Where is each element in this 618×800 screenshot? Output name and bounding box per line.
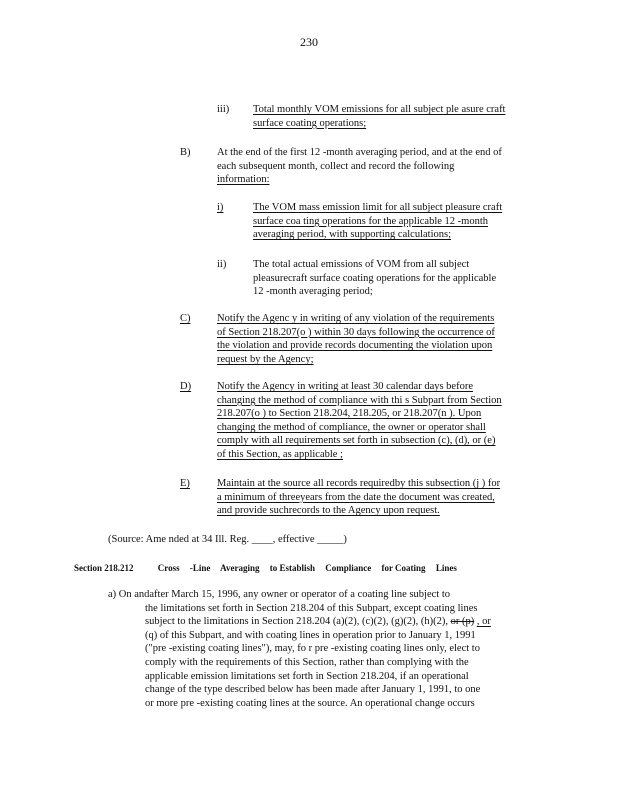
item-b-ii-line: 12 -month averaging period; xyxy=(253,286,373,298)
inserted-text: , or xyxy=(476,616,491,628)
item-c-label-text: C) xyxy=(180,313,191,324)
item-b-i-line: surface coa ting operations for the applicable 12 -month xyxy=(253,215,488,227)
item-b-underlined-tail: information: xyxy=(217,174,270,186)
section-title-part: Compliance xyxy=(325,563,372,573)
item-iii-label: iii) xyxy=(217,104,230,115)
item-c-label xyxy=(180,312,191,326)
item-b-ii-label: ii) xyxy=(217,259,227,270)
section-title-part: Averaging xyxy=(220,563,260,573)
item-d-text xyxy=(217,380,502,462)
para-a-line-with-strike xyxy=(145,615,491,629)
para-a xyxy=(108,588,491,710)
item-b-text xyxy=(217,146,502,187)
item-c-line: of Section 218.207(o ) within 30 days following the occurrence of xyxy=(217,326,495,338)
item-b-i-label xyxy=(217,201,223,215)
item-d-line: Notify the Agency in writing at least 30 calendar days before xyxy=(217,381,473,392)
item-c-text xyxy=(217,312,495,366)
item-b-line: each subsequent month, collect and record the following xyxy=(217,160,455,172)
para-a-first-line: a) On andafter March 15, 1996, any owner or operator of a coating line subject to xyxy=(108,589,451,600)
para-a-line: or more pre -existing coating lines at the source. An operational change occurs xyxy=(145,697,475,709)
section-title-part: for Coating xyxy=(381,563,426,573)
item-d-label xyxy=(180,380,191,394)
section-heading xyxy=(74,562,465,576)
item-b-i-line: The VOM mass emission limit for all subject pleasure craft xyxy=(253,202,503,213)
item-d-line: changing the method of compliance, the owner or operator shall xyxy=(217,421,486,433)
item-e-text xyxy=(217,477,500,518)
section-title-part: Cross xyxy=(157,563,180,573)
page-number: 230 xyxy=(300,35,318,49)
item-b-ii-line: The total actual emissions of VOM from all subject xyxy=(253,259,470,270)
item-e-line: and provide suchrecords to the Agency upon request. xyxy=(217,505,440,517)
item-e-label-text: E) xyxy=(180,478,190,489)
section-number: Section 218.212 xyxy=(74,563,134,573)
item-d-line: comply with all requirements set forth in subsection (c), (d), or (e) xyxy=(217,435,496,447)
para-a-line: comply with the requirements of this Section, rather than complying with the xyxy=(145,656,469,668)
item-b-line: At the end of the first 12 -month averaging period, and at the end of xyxy=(217,147,502,158)
para-a-line: subject to the limitations in Section 218.204 (a)(2), (c)(2), (g)(2), (h)(2), xyxy=(145,616,448,628)
item-c-line: request by the Agency; xyxy=(217,353,314,365)
para-a-line: (q) of this Subpart, and with coating lines in operation prior to January 1, 1991 xyxy=(145,629,476,641)
item-d-line: 218.207(o ) to Section 218.204, 218.205, or 218.207(n ). Upon xyxy=(217,408,482,420)
item-d-label-text: D) xyxy=(180,381,192,392)
para-a-line: applicable emission limitations set forth in Section 218.204, if an operational xyxy=(145,670,469,682)
source-note: (Source: Ame nded at 34 Ill. Reg. ____, effective _____) xyxy=(108,534,347,545)
para-a-line: the limitations set forth in Section 218.204 of this Subpart, except coating lines xyxy=(145,602,478,614)
item-b-ii-text xyxy=(253,258,496,299)
section-title-part: -Line xyxy=(189,563,211,573)
item-iii-text xyxy=(253,103,505,130)
item-d-line: of this Section, as applicable ; xyxy=(217,448,343,460)
section-title-part: Lines xyxy=(435,563,457,573)
para-a-body xyxy=(108,602,491,711)
section-title-part: to Establish xyxy=(269,563,315,573)
item-b-ii-line: pleasurecraft surface coating operations for the applicable xyxy=(253,272,497,284)
item-b-i-text xyxy=(253,201,502,242)
item-c-line: the violation and provide records documenting the violation upon xyxy=(217,340,493,352)
para-a-line: change of the type described below has been made after January 1, 1991, to one xyxy=(145,684,481,696)
item-iii-line: surface coating operations; xyxy=(253,117,367,129)
item-d-line: changing the method of compliance with thi s Subpart from Section xyxy=(217,394,502,406)
item-e-line: a minimum of threeyears from the date the document was created, xyxy=(217,491,495,503)
item-b-i-line: averaging period, with supporting calculations; xyxy=(253,229,451,241)
para-a-line: ("pre -existing coating lines"), may, fo r pre -existing coating lines only, elect to xyxy=(145,643,480,655)
item-e-label xyxy=(180,477,190,491)
item-b-i-label-text: i) xyxy=(217,202,224,213)
item-iii-line: Total monthly VOM emissions for all subject ple asure craft xyxy=(253,104,506,115)
item-e-line: Maintain at the source all records requiredby this subsection (j ) for xyxy=(217,478,501,489)
item-c-line: Notify the Agenc y in writing of any violation of the requirements xyxy=(217,313,495,324)
item-b-label: B) xyxy=(180,147,191,158)
struck-text: or (p) xyxy=(450,616,475,628)
